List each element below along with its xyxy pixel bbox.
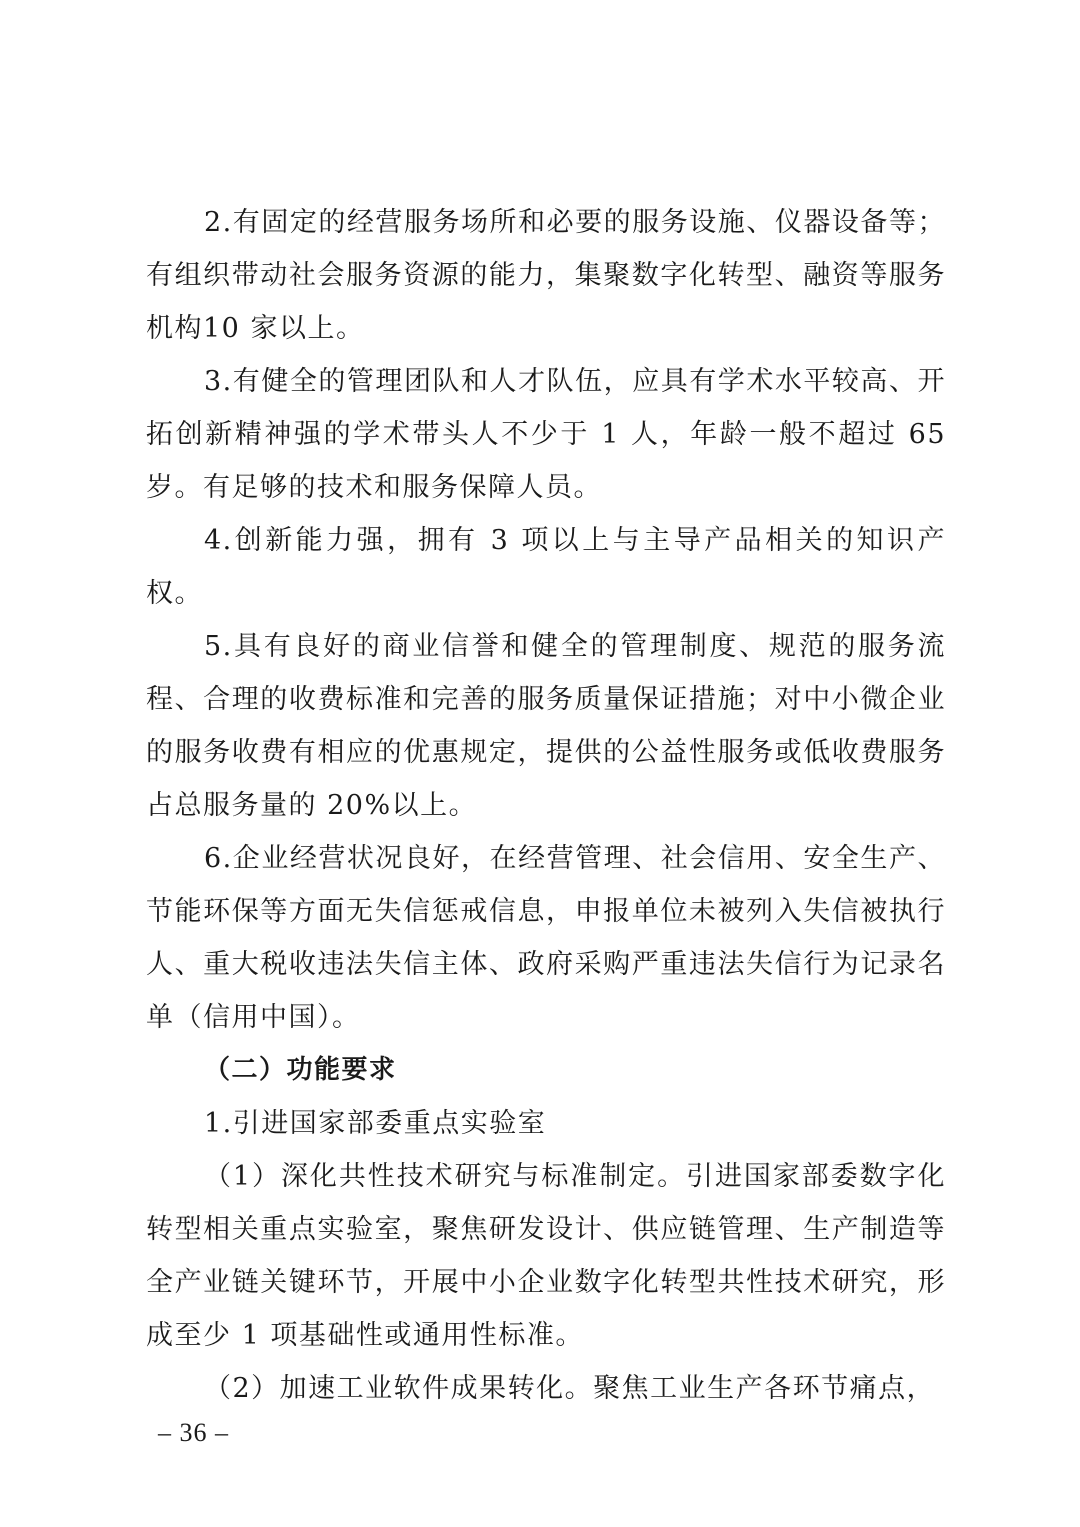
paragraph-sub-2: （2）加速工业软件成果转化。聚焦工业生产各环节痛点， xyxy=(204,1373,936,1404)
paragraph-item-3: 3.有健全的管理团队和人才队伍，应具有学术水平较高、开拓创新精神强的学术带头人不少于 1 人，年龄一般不超过 65 岁。有足够的技术和服务保障人员。 xyxy=(146,366,946,503)
paragraph-item-2: 2.有固定的经营服务场所和必要的服务设施、仪器设备等；有组织带动社会服务资源的能力，集聚数字化转型、融资等服务机构10 家以上。 xyxy=(146,207,946,344)
section-heading: （二）功能要求 xyxy=(204,1055,397,1085)
paragraph-sub-1: （1）深化共性技术研究与标准制定。引进国家部委数字化转型相关重点实验室，聚焦研发设计、供应链管理、生产制造等全产业链关键环节，开展中小企业数字化转型共性技术研究，形成至少 1 项基础性或通用性标准。 xyxy=(146,1161,946,1351)
page-number: – 36 – xyxy=(158,1418,229,1447)
paragraph-item-4: 4.创新能力强，拥有 3 项以上与主导产品相关的知识产权。 xyxy=(146,525,946,609)
paragraph-item-5: 5.具有良好的商业信誉和健全的管理制度、规范的服务流程、合理的收费标准和完善的服务质量保证措施；对中小微企业的服务收费有相应的优惠规定，提供的公益性服务或低收费服务占总服务量的 20%以上。 xyxy=(146,631,946,821)
document-body xyxy=(146,196,946,1415)
subheading: 1.引进国家部委重点实验室 xyxy=(204,1108,547,1139)
paragraph-item-6: 6.企业经营状况良好，在经营管理、社会信用、安全生产、节能环保等方面无失信惩戒信息，申报单位未被列入失信被执行人、重大税收违法失信主体、政府采购严重违法失信行为记录名单（信用中国）。 xyxy=(146,843,946,1033)
